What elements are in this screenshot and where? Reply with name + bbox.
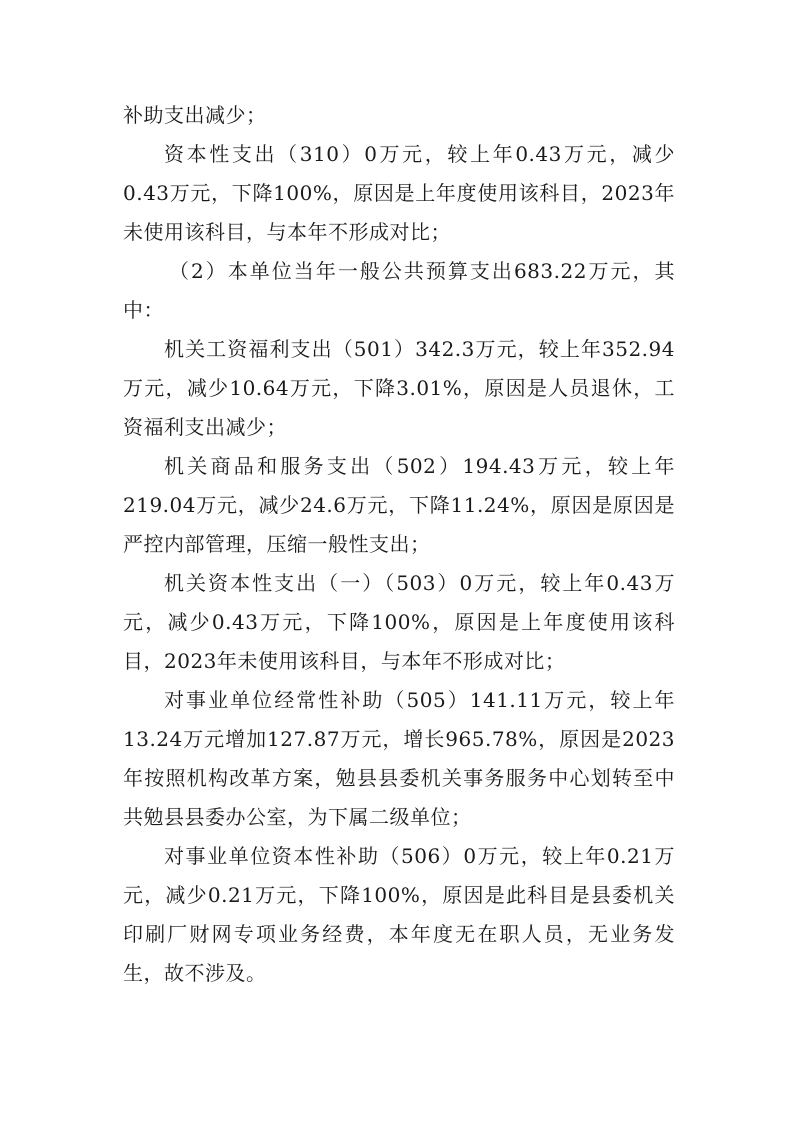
paragraph-wages-501: 机关工资福利支出（501）342.3万元，较上年352.94万元，减少10.64万元，下降3.01%，原因是人员退休，工资福利支出减少；	[123, 337, 675, 439]
paragraph-goods-services-502: 机关商品和服务支出（502）194.43万元，较上年219.04万元，减少24.6万元，下降11.24%，原因是原因是严控内部管理，压缩一般性支出；	[123, 454, 675, 556]
paragraph-subsidy-505: 对事业单位经常性补助（505）141.11万元，较上年13.24万元增加127.87万元，增长965.78%，原因是2023年按照机构改革方案，勉县县委机关事务服务中心划转至中共勉县县委办公室，为下属二级单位；	[123, 688, 675, 829]
paragraph-general-budget-heading: （2）本单位当年一般公共预算支出683.22万元，其中：	[123, 259, 675, 322]
document-body	[123, 96, 675, 993]
paragraph-continuation: 补助支出减少；	[123, 103, 267, 127]
paragraph-capital-expenditure-310: 资本性支出（310）0万元，较上年0.43万元，减少0.43万元，下降100%，原因是上年度使用该科目，2023年未使用该科目，与本年不形成对比；	[123, 142, 675, 244]
paragraph-capital-subsidy-506: 对事业单位资本性补助（506）0万元，较上年0.21万元，减少0.21万元，下降100%，原因是此科目是县委机关印刷厂财网专项业务经费，本年度无在职人员，无业务发生，故不涉及。	[123, 844, 675, 985]
paragraph-capital-503: 机关资本性支出（一）（503）0万元，较上年0.43万元，减少0.43万元，下降100%，原因是上年度使用该科目，2023年未使用该科目，与本年不形成对比；	[123, 571, 675, 673]
